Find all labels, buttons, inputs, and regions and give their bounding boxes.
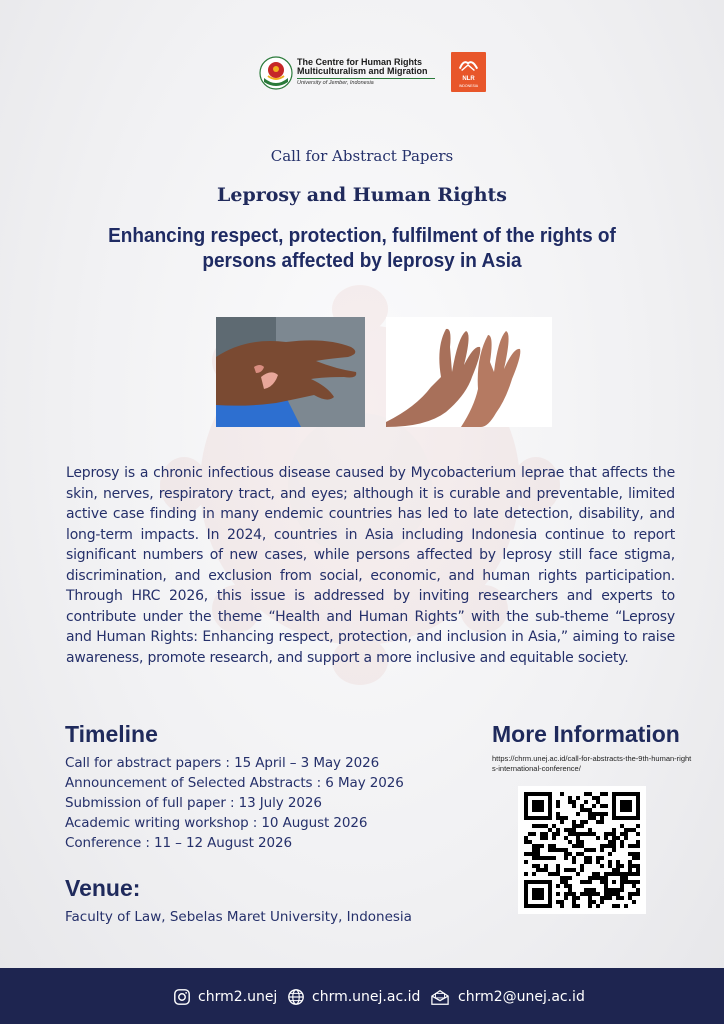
- more-info-heading: More Information: [492, 721, 680, 747]
- intro-paragraph: Leprosy is a chronic infectious disease caused by Mycobacterium leprae that affects the skin, nerves, respiratory tract, and eyes; although it is curable and preventable, limited active case finding in many endemic countries has led to late detection, disability, and long-term impacts. In 2024, countries in Asia including Indonesia continue to report significant numbers of new cases, while persons affected by leprosy still face stigma, discrimination, and exclusion from social, economic, and human rights participation. Through HRC 2026, this issue is addressed by inviting researchers and experts to contribute under the theme “Health and Human Rights” with the sub-theme “Leprosy and Human Rights: Enhancing respect, protection, and inclusion in Asia,” aiming to raise awareness, promote research, and support a more inclusive and equitable society.: [66, 465, 675, 666]
- org-affiliation: University of Jember, Indonesia: [297, 80, 374, 86]
- photo-affected-hands: [386, 317, 552, 427]
- footer-website[interactable]: [287, 987, 420, 1007]
- qr-code-pattern: [524, 792, 640, 908]
- chrm-name-block: [297, 58, 447, 87]
- instagram-icon: [173, 988, 191, 1006]
- timeline-item: Call for abstract papers : 15 April – 3 May 2026: [65, 755, 380, 771]
- call-for-papers-kicker: Call for Abstract Papers: [270, 147, 454, 165]
- hands-photo-illustration: [386, 317, 552, 427]
- footer-email-text: chrm2@unej.ac.id: [458, 989, 585, 1005]
- page-subtitle: Enhancing respect, protection, fulfilment of the rights of persons affected by leprosy in Asia: [108, 225, 616, 272]
- timeline-item: Submission of full paper : 13 July 2026: [65, 795, 322, 811]
- hand-photo-illustration: [216, 317, 365, 427]
- timeline-heading: Timeline: [65, 721, 158, 747]
- photo-affected-hand: [216, 317, 365, 427]
- footer-website-text: chrm.unej.ac.id: [312, 989, 421, 1005]
- footer-instagram-text: chrm2.unej: [198, 989, 278, 1005]
- timeline-list: [65, 753, 404, 853]
- footer-bar: [0, 968, 724, 1024]
- qr-code[interactable]: [518, 786, 646, 914]
- timeline-item: Conference : 11 – 12 August 2026: [65, 835, 292, 851]
- org-name-line2: Multiculturalism and Migration: [297, 66, 428, 76]
- footer-instagram[interactable]: [173, 987, 277, 1007]
- header-logos: [0, 52, 724, 94]
- venue-text: Faculty of Law, Sebelas Maret University, Indonesia: [65, 909, 412, 925]
- venue-heading: Venue:: [65, 875, 141, 901]
- org-name-divider: [297, 78, 435, 79]
- nlr-hands-icon: [451, 54, 486, 76]
- nlr-logo-country: INDONESIA: [458, 84, 479, 88]
- nlr-logo: [451, 52, 486, 92]
- email-icon: [429, 988, 451, 1006]
- page-title: Leprosy and Human Rights: [217, 184, 507, 206]
- org-name-line1: The Centre for Human Rights: [297, 57, 423, 67]
- nlr-logo-text: NLR: [462, 76, 475, 82]
- footer-email[interactable]: [429, 987, 585, 1007]
- chrm-logo: [259, 56, 293, 90]
- timeline-item: Announcement of Selected Abstracts : 6 May 2026: [65, 775, 404, 791]
- more-info-link[interactable]: https://chrm.unej.ac.id/call-for-abstracts-the-9th-human-rights-international-conference/: [492, 754, 692, 773]
- globe-icon: [287, 988, 305, 1006]
- timeline-item: Academic writing workshop : 10 August 2026: [65, 815, 368, 831]
